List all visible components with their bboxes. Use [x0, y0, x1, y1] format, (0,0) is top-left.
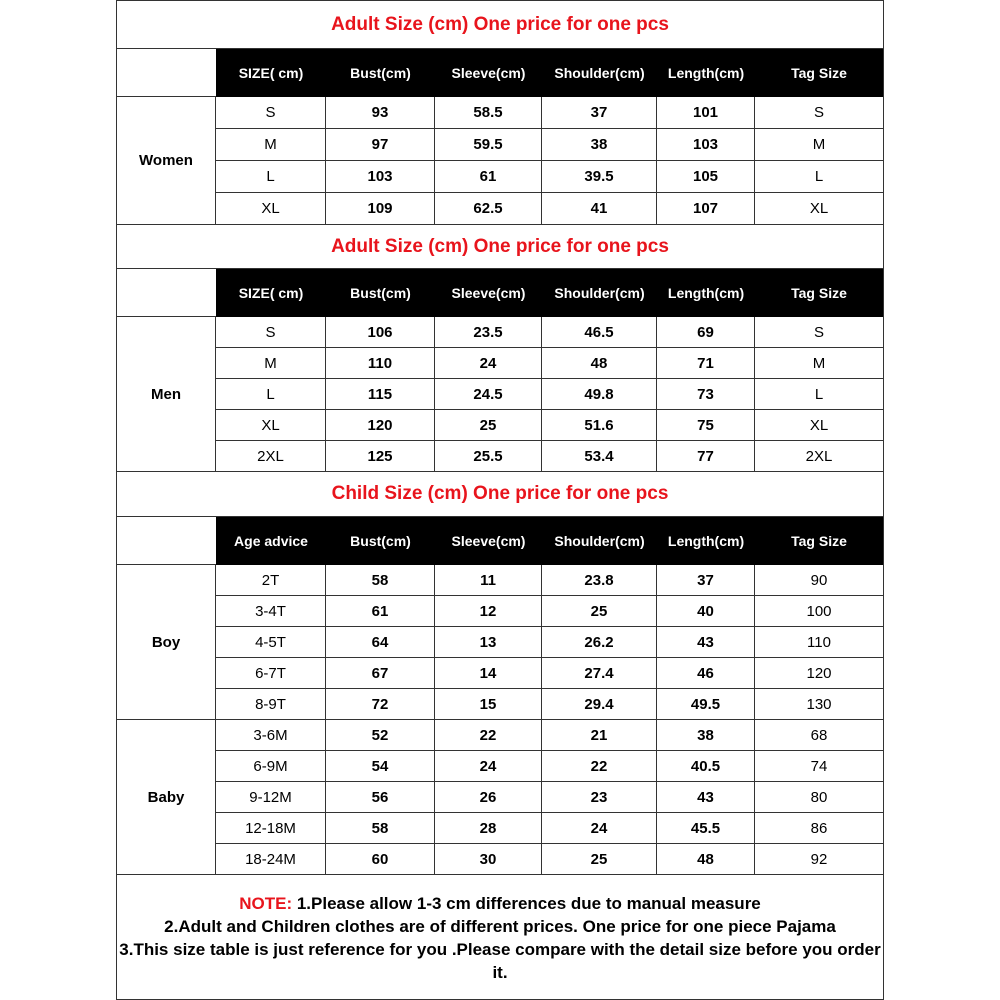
table-cell: 46.5 — [542, 317, 657, 348]
table-cell: M — [216, 129, 326, 161]
table-cell: 6-9M — [216, 751, 326, 782]
table-cell: 49.5 — [657, 689, 755, 720]
table-cell: 60 — [326, 844, 435, 875]
table-row — [216, 379, 883, 410]
table-row — [216, 565, 883, 596]
table-cell: 39.5 — [542, 161, 657, 193]
table-cell: 13 — [435, 627, 542, 658]
table-row — [216, 627, 883, 658]
table-cell: 43 — [657, 627, 755, 658]
table-cell: 23 — [542, 782, 657, 813]
table-cell: L — [755, 379, 883, 410]
table-cell: 48 — [542, 348, 657, 379]
group-label: Men — [117, 317, 216, 472]
group-label: Baby — [117, 720, 216, 875]
column-header: Tag Size — [791, 285, 847, 301]
table-cell: 59.5 — [435, 129, 542, 161]
table-row — [216, 129, 883, 161]
table-cell: 58 — [326, 565, 435, 596]
size-chart — [116, 0, 884, 1000]
table-cell: 64 — [326, 627, 435, 658]
column-header: Shoulder(cm) — [554, 65, 645, 81]
column-header: Bust(cm) — [350, 285, 411, 301]
table-row — [216, 751, 883, 782]
column-header: SIZE( cm) — [238, 285, 304, 301]
table-cell: 58 — [326, 813, 435, 844]
table-cell: 75 — [657, 410, 755, 441]
table-cell: 40 — [657, 596, 755, 627]
table-cell: XL — [216, 410, 326, 441]
table-cell: 100 — [755, 596, 883, 627]
table-cell: S — [755, 97, 883, 129]
table-cell: 110 — [755, 627, 883, 658]
table-cell: 30 — [435, 844, 542, 875]
group-label: Women — [117, 97, 216, 225]
note-line-1 — [117, 892, 883, 915]
table-cell: 106 — [326, 317, 435, 348]
table-cell: 58.5 — [435, 97, 542, 129]
table-cell: 56 — [326, 782, 435, 813]
table-row — [216, 596, 883, 627]
column-header: Tag Size — [791, 533, 847, 549]
table-cell: 26 — [435, 782, 542, 813]
table-cell: 103 — [657, 129, 755, 161]
table-cell: 3-6M — [216, 720, 326, 751]
table-cell: XL — [755, 410, 883, 441]
column-header: Shoulder(cm) — [554, 285, 645, 301]
table-cell: 62.5 — [435, 193, 542, 225]
table-cell: 12 — [435, 596, 542, 627]
table-cell: 90 — [755, 565, 883, 596]
table-cell: S — [216, 97, 326, 129]
table-cell: 8-9T — [216, 689, 326, 720]
table-cell: 52 — [326, 720, 435, 751]
table-cell: 80 — [755, 782, 883, 813]
table-row — [216, 720, 883, 751]
table-header — [216, 517, 883, 565]
table-cell: 25.5 — [435, 441, 542, 472]
table-row — [216, 317, 883, 348]
table-cell: 105 — [657, 161, 755, 193]
table-row — [216, 441, 883, 472]
table-cell: M — [755, 129, 883, 161]
column-header: Length(cm) — [667, 533, 745, 549]
table-cell: 69 — [657, 317, 755, 348]
table-cell: 4-5T — [216, 627, 326, 658]
table-cell: 37 — [657, 565, 755, 596]
table-cell: 28 — [435, 813, 542, 844]
table-cell: 110 — [326, 348, 435, 379]
table-cell: 41 — [542, 193, 657, 225]
table-cell: 2XL — [755, 441, 883, 472]
table-cell: 93 — [326, 97, 435, 129]
column-header: Sleeve(cm) — [451, 285, 526, 301]
table-cell: 11 — [435, 565, 542, 596]
table-cell: 23.5 — [435, 317, 542, 348]
table-cell: 73 — [657, 379, 755, 410]
column-header: Bust(cm) — [350, 65, 411, 81]
table-cell: 24 — [435, 751, 542, 782]
table-cell: 23.8 — [542, 565, 657, 596]
section-title: Child Size (cm) One price for one pcs — [117, 471, 883, 517]
header-spacer — [117, 517, 216, 565]
table-cell: 26.2 — [542, 627, 657, 658]
section-title: Adult Size (cm) One price for one pcs — [117, 225, 883, 269]
table-cell: 25 — [542, 596, 657, 627]
table-cell: 15 — [435, 689, 542, 720]
column-header: Age advice — [234, 533, 308, 549]
table-cell: 3-4T — [216, 596, 326, 627]
table-cell: S — [755, 317, 883, 348]
table-cell: L — [755, 161, 883, 193]
table-cell: 18-24M — [216, 844, 326, 875]
table-cell: 67 — [326, 658, 435, 689]
table-cell: 2XL — [216, 441, 326, 472]
table-cell: 120 — [326, 410, 435, 441]
table-row — [216, 161, 883, 193]
column-header: Shoulder(cm) — [554, 533, 645, 549]
table-cell: 12-18M — [216, 813, 326, 844]
column-header: SIZE( cm) — [238, 65, 304, 81]
table-cell: 120 — [755, 658, 883, 689]
table-cell: S — [216, 317, 326, 348]
table-header — [216, 49, 883, 97]
table-row — [216, 689, 883, 720]
note-line-1-text: 1.Please allow 1-3 cm differences due to manual measure — [292, 894, 761, 913]
table-cell: 46 — [657, 658, 755, 689]
table-cell: 54 — [326, 751, 435, 782]
table-cell: 61 — [435, 161, 542, 193]
table-cell: 130 — [755, 689, 883, 720]
table-cell: 68 — [755, 720, 883, 751]
table-cell: 51.6 — [542, 410, 657, 441]
header-spacer — [117, 269, 216, 317]
table-cell: 86 — [755, 813, 883, 844]
table-cell: 22 — [435, 720, 542, 751]
table-cell: 77 — [657, 441, 755, 472]
table-row — [216, 410, 883, 441]
table-row — [216, 782, 883, 813]
table-cell: 2T — [216, 565, 326, 596]
table-cell: 97 — [326, 129, 435, 161]
table-cell: 74 — [755, 751, 883, 782]
table-cell: 14 — [435, 658, 542, 689]
table-cell: 71 — [657, 348, 755, 379]
column-header: Length(cm) — [667, 65, 745, 81]
table-cell: 103 — [326, 161, 435, 193]
table-cell: 6-7T — [216, 658, 326, 689]
table-row — [216, 813, 883, 844]
table-cell: 25 — [435, 410, 542, 441]
header-spacer — [117, 49, 216, 97]
column-header: Length(cm) — [667, 285, 745, 301]
table-cell: 29.4 — [542, 689, 657, 720]
column-header: Sleeve(cm) — [451, 65, 526, 81]
table-cell: 109 — [326, 193, 435, 225]
table-cell: 37 — [542, 97, 657, 129]
table-cell: 24.5 — [435, 379, 542, 410]
table-cell: 24 — [542, 813, 657, 844]
table-cell: 9-12M — [216, 782, 326, 813]
table-cell: XL — [216, 193, 326, 225]
table-cell: M — [216, 348, 326, 379]
table-cell: 40.5 — [657, 751, 755, 782]
table-cell: 24 — [435, 348, 542, 379]
table-header — [216, 269, 883, 317]
table-cell: XL — [755, 193, 883, 225]
table-cell: 22 — [542, 751, 657, 782]
table-cell: 115 — [326, 379, 435, 410]
table-cell: 49.8 — [542, 379, 657, 410]
note-prefix: NOTE: — [239, 894, 293, 913]
column-header: Bust(cm) — [350, 533, 411, 549]
table-cell: L — [216, 379, 326, 410]
table-row — [216, 658, 883, 689]
table-cell: 92 — [755, 844, 883, 875]
note-line-2: 2.Adult and Children clothes are of different prices. One price for one piece Pajama — [164, 917, 836, 936]
table-cell: 72 — [326, 689, 435, 720]
table-cell: 43 — [657, 782, 755, 813]
table-cell: 25 — [542, 844, 657, 875]
note-line-3: 3.This size table is just reference for you .Please compare with the detail size before you order it. — [119, 940, 881, 982]
table-row — [216, 844, 883, 875]
table-cell: 38 — [657, 720, 755, 751]
note-block — [117, 874, 883, 999]
table-row — [216, 348, 883, 379]
group-label: Boy — [117, 565, 216, 720]
table-cell: 27.4 — [542, 658, 657, 689]
table-cell: M — [755, 348, 883, 379]
table-cell: 45.5 — [657, 813, 755, 844]
table-cell: 48 — [657, 844, 755, 875]
table-cell: 107 — [657, 193, 755, 225]
table-cell: 21 — [542, 720, 657, 751]
table-cell: L — [216, 161, 326, 193]
table-cell: 125 — [326, 441, 435, 472]
table-row — [216, 193, 883, 225]
column-header: Tag Size — [791, 65, 847, 81]
column-header: Sleeve(cm) — [451, 533, 526, 549]
table-cell: 38 — [542, 129, 657, 161]
section-title: Adult Size (cm) One price for one pcs — [117, 1, 883, 49]
table-row — [216, 97, 883, 129]
table-cell: 53.4 — [542, 441, 657, 472]
table-cell: 101 — [657, 97, 755, 129]
table-cell: 61 — [326, 596, 435, 627]
